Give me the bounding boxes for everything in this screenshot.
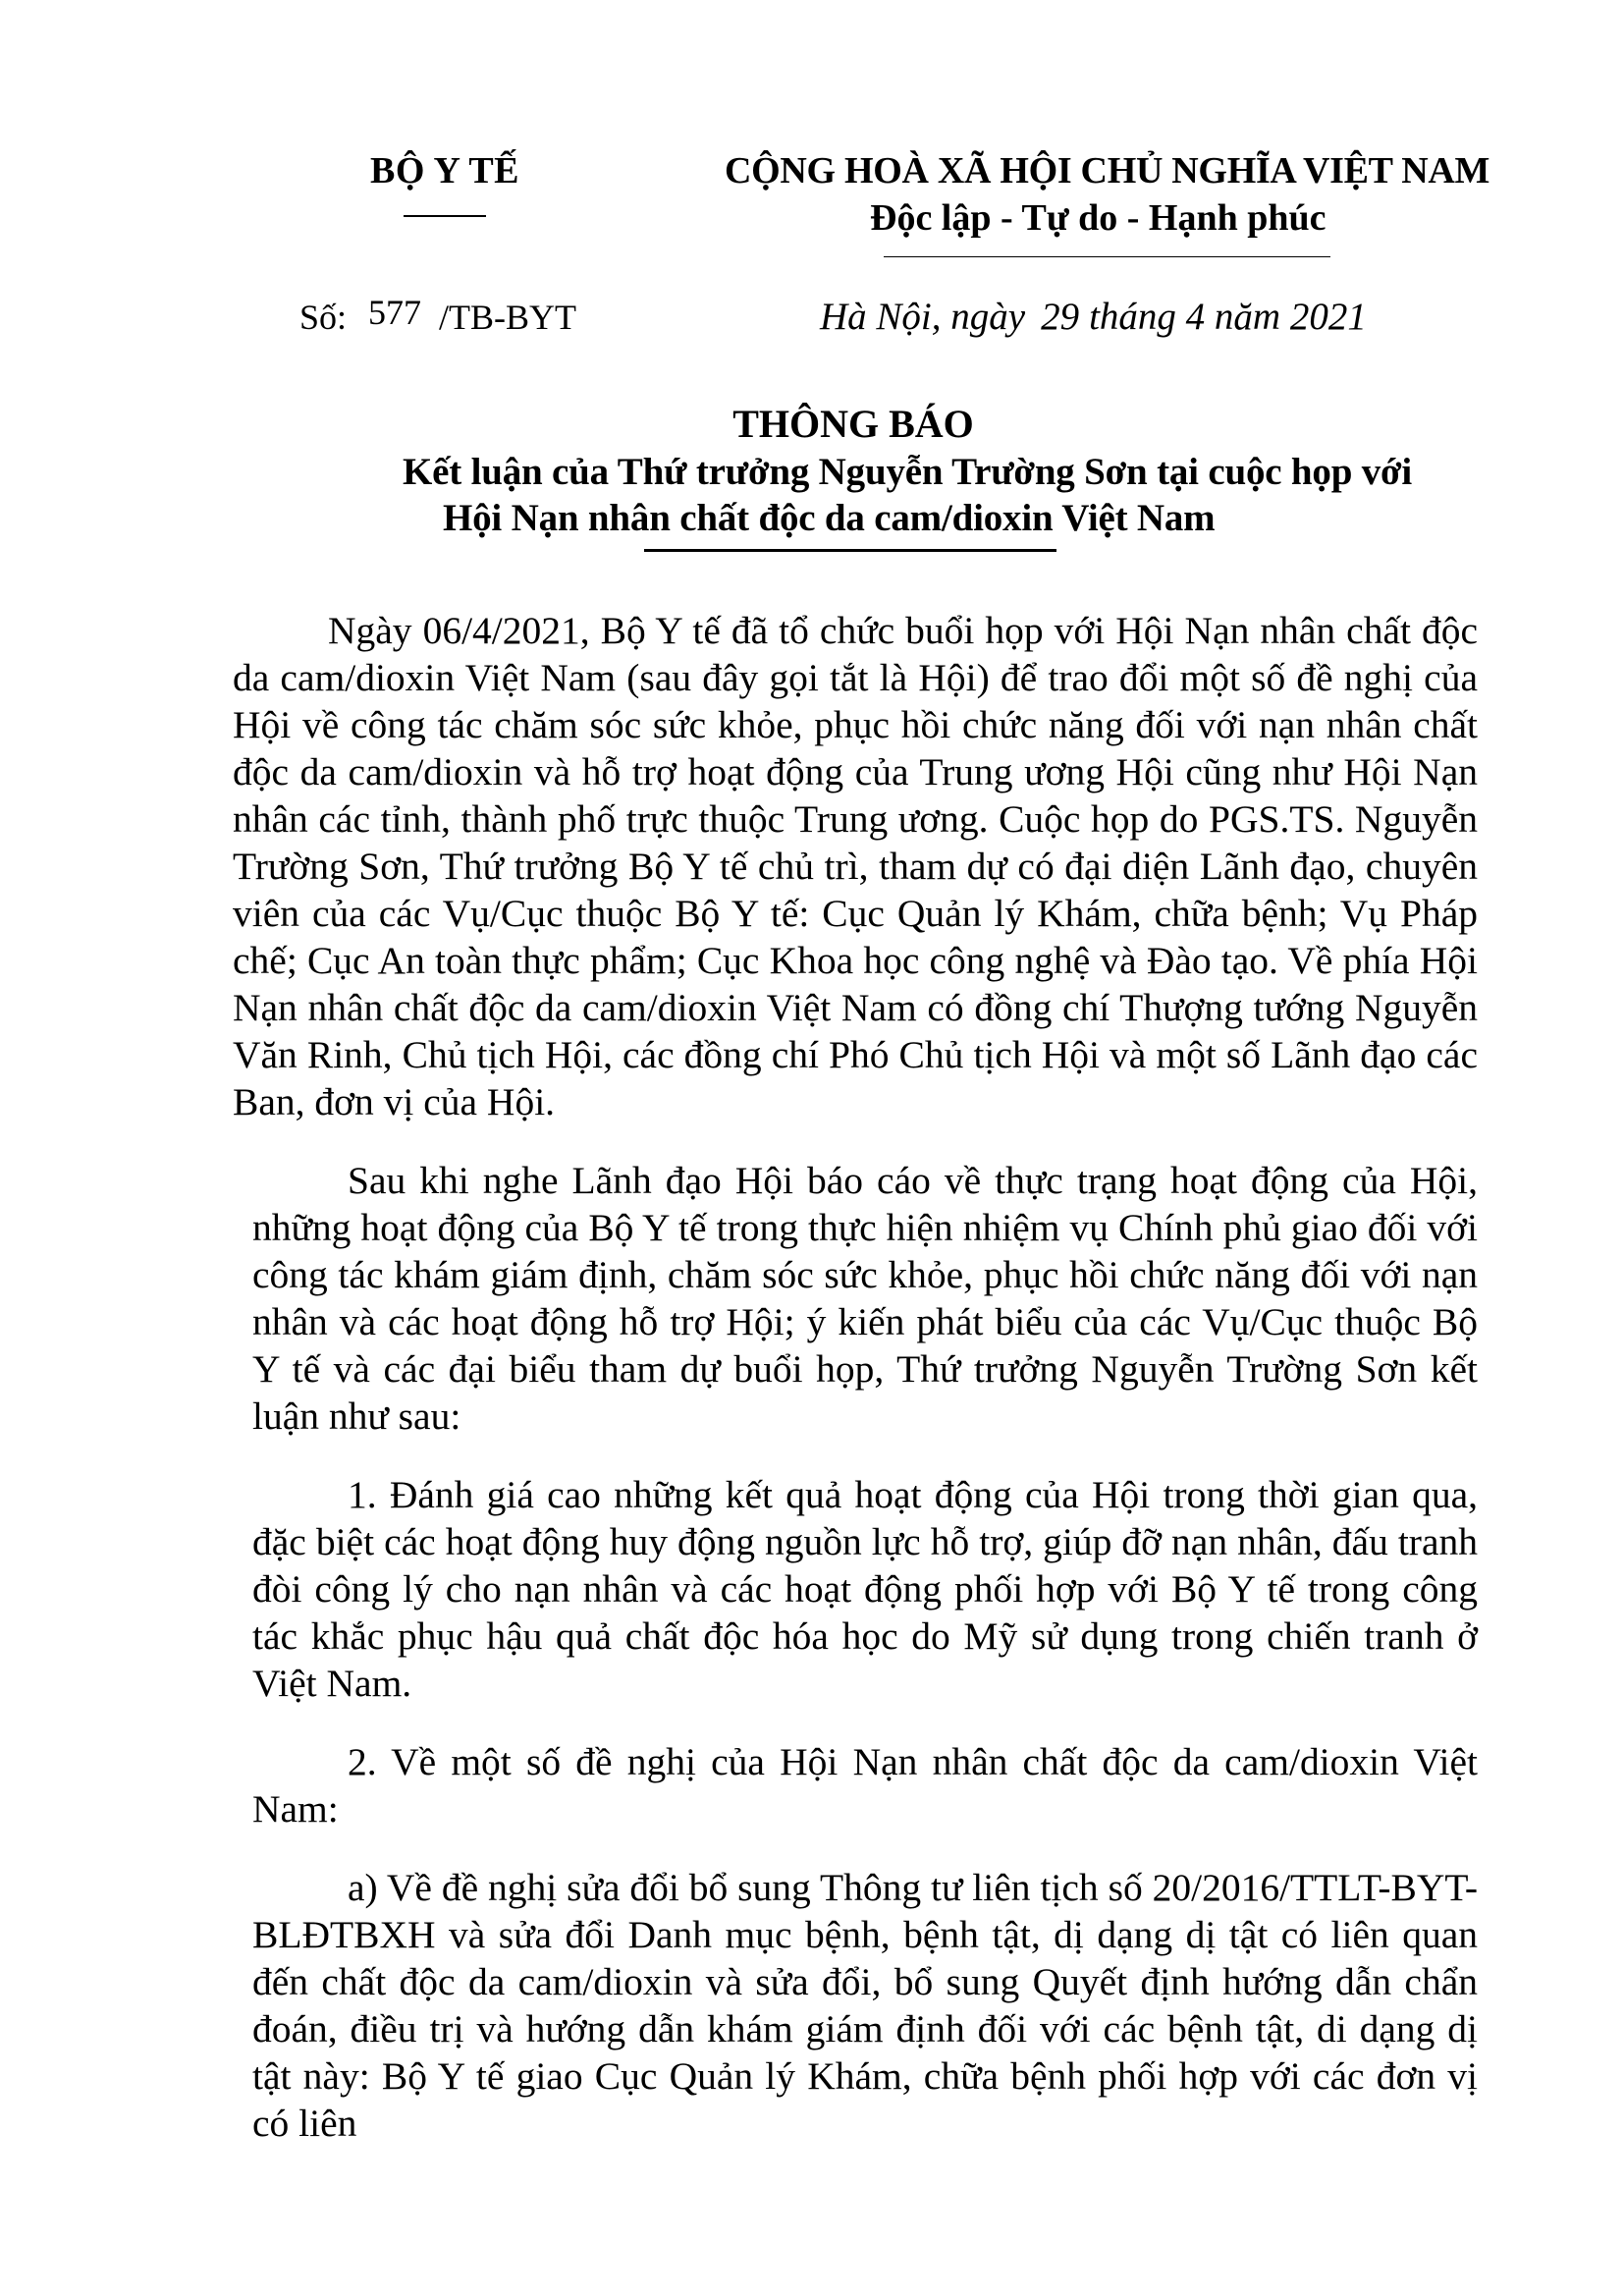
paragraph-item-2a: a) Về đề nghị sửa đổi bổ sung Thông tư liên tịch số 20/2016/TTLT-BYT-BLĐTBXH và sửa đổi Danh mục bệnh, bệnh tật, dị dạng dị tật có liên quan đến chất độc da cam/dioxin và sửa đổi, bổ sung Quyết định hướng dẫn chẩn đoán, điều trị và hướng dẫn khám giám định đối với các bệnh tật, di dạng dị tật này: Bộ Y tế giao Cục Quản lý Khám, chữa bệnh phối hợp với các đơn vị có liên <box>252 1866 1478 2145</box>
date-day: 29 <box>1041 296 1080 338</box>
paragraph-meeting-summary: Ngày 06/4/2021, Bộ Y tế đã tổ chức buổi họp với Hội Nạn nhân chất độc da cam/dioxin Việt Nam (sau đây gọi tắt là Hội) để trao đổi một số đề nghị của Hội về công tác chăm sóc sức khỏe, phục hồi chức năng đối với nạn nhân chất độc da cam/dioxin và hỗ trợ hoạt động của Trung ương Hội cũng như Hội Nạn nhân các tỉnh, thành phố trực thuộc Trung ương. Cuộc họp do PGS.TS. Nguyễn Trường Sơn, Thứ trưởng Bộ Y tế chủ trì, tham dự có đại diện Lãnh đạo, chuyên viên của các Vụ/Cục thuộc Bộ Y tế: Cục Quản lý Khám, chữa bệnh; Vụ Pháp chế; Cục An toàn thực phẩm; Cục Khoa học công nghệ và Đào tạo. Về phía Hội Nạn nhân chất độc da cam/dioxin Việt Nam có đồng chí Thượng tướng Nguyễn Văn Rinh, Chủ tịch Hội, các đồng chí Phó Chủ tịch Hội và một số Lãnh đạo các Ban, đơn vị của Hội. <box>233 609 1478 1123</box>
national-motto: Độc lập - Tự do - Hạnh phúc <box>870 197 1326 239</box>
agency-underline <box>404 215 486 217</box>
title-underline <box>644 549 1056 552</box>
document-number-label: Số: <box>299 298 348 337</box>
document-subtitle-line-2: Hội Nạn nhân chất độc da cam/dioxin Việt Nam <box>443 497 1216 539</box>
document-title-text: THÔNG BÁO <box>732 402 974 446</box>
paragraph-item-1: 1. Đánh giá cao những kết quả hoạt động của Hội trong thời gian qua, đặc biệt các hoạt động huy động nguồn lực hỗ trợ, giúp đỡ nạn nhân, đấu tranh đòi công lý cho nạn nhân và các hoạt động phối hợp với Bộ Y tế trong công tác khắc phục hậu quả chất độc hóa học do Mỹ sử dụng trong chiến tranh ở Việt Nam. <box>252 1473 1478 1705</box>
agency-name: BỘ Y TẾ <box>370 150 520 191</box>
document-date <box>820 295 1367 339</box>
document-number-suffix: /TB-BYT <box>439 298 577 337</box>
motto-underline <box>884 256 1330 257</box>
date-prefix: Hà Nội, ngày <box>820 296 1026 338</box>
document-number <box>299 293 577 338</box>
document-title <box>0 401 1624 447</box>
date-suffix: tháng 4 năm 2021 <box>1089 296 1367 338</box>
document-number-value: 577 <box>368 293 422 332</box>
country-name: CỘNG HOÀ XÃ HỘI CHỦ NGHĨA VIỆT NAM <box>725 150 1490 191</box>
document-body <box>233 607 1478 2178</box>
paragraph-conclusion-intro: Sau khi nghe Lãnh đạo Hội báo cáo về thực trạng hoạt động của Hội, những hoạt động của Bộ Y tế trong thực hiện nhiệm vụ Chính phủ giao đối với công tác khám giám định, chăm sóc sức khỏe, phục hồi chức năng đối với nạn nhân và các hoạt động hỗ trợ Hội; ý kiến phát biểu của các Vụ/Cục thuộc Bộ Y tế và các đại biểu tham dự buổi họp, Thứ trưởng Nguyễn Trường Sơn kết luận như sau: <box>252 1159 1478 1438</box>
document-subtitle-line-1: Kết luận của Thứ trưởng Nguyễn Trường Sơn tại cuộc họp với <box>403 451 1413 493</box>
paragraph-item-2: 2. Về một số đề nghị của Hội Nạn nhân chất độc da cam/dioxin Việt Nam: <box>252 1740 1478 1831</box>
